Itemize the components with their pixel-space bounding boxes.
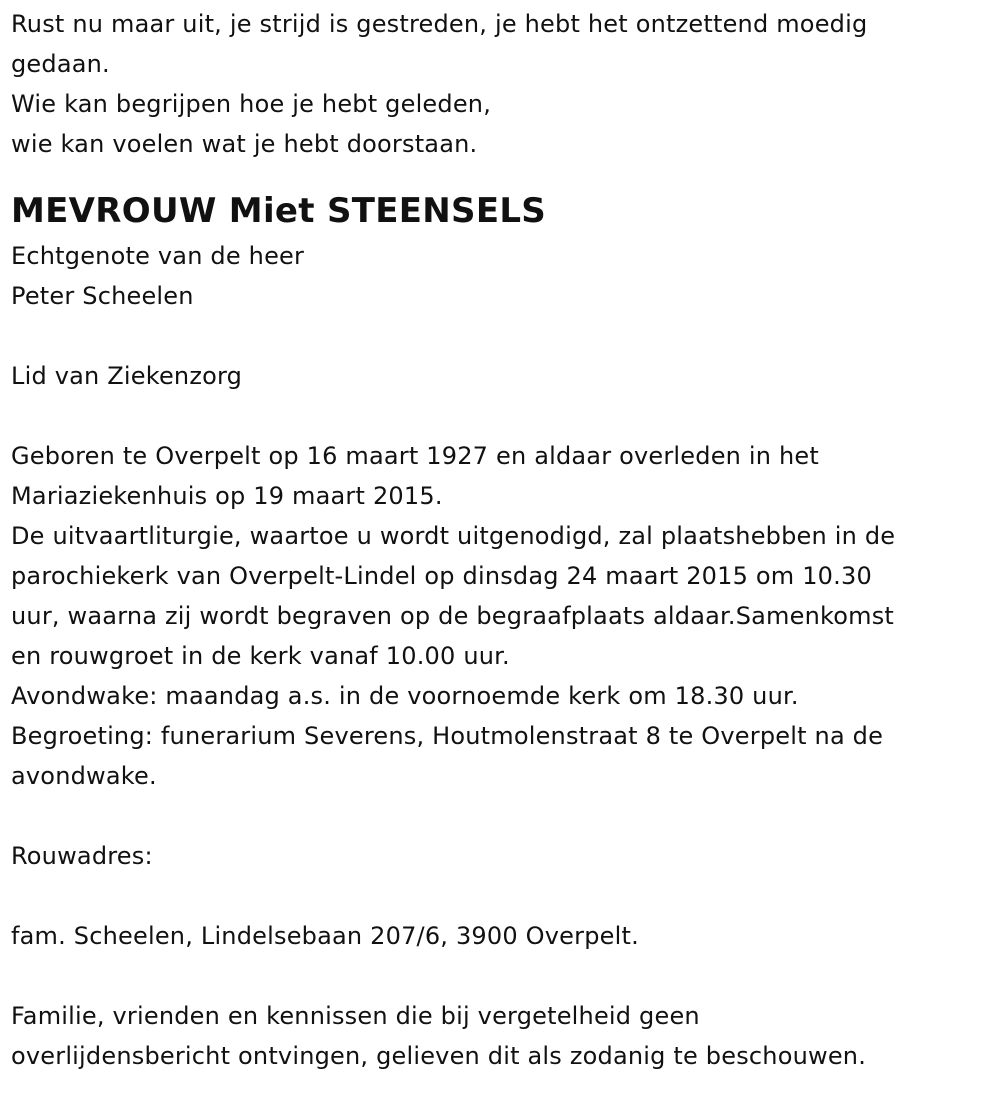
spacer <box>11 164 986 186</box>
poem-line: wie kan voelen wat je hebt doorstaan. <box>11 130 478 158</box>
address-label: Rouwadres: <box>11 842 153 870</box>
spacer <box>11 876 986 916</box>
details-line: en rouwgroet in de kerk vanaf 10.00 uur. <box>11 642 510 670</box>
details-line: Avondwake: maandag a.s. in de voornoemde kerk om 18.30 uur. <box>11 682 799 710</box>
poem <box>11 4 986 164</box>
closing-line: overlijdensbericht ontvingen, gelieven dit als zodanig te beschouwen. <box>11 1042 867 1070</box>
spacer <box>11 396 986 436</box>
details-line: De uitvaartliturgie, waartoe u wordt uitgenodigd, zal plaatshebben in de <box>11 522 896 550</box>
spacer <box>11 316 986 356</box>
details-line: Mariaziekenhuis op 19 maart 2015. <box>11 482 443 510</box>
details-line: uur, waarna zij wordt begraven op de begraafplaats aldaar.Samenkomst <box>11 602 895 630</box>
spouse-info <box>11 236 986 316</box>
deceased-name: MEVROUW Miet STEENSELS <box>11 191 547 231</box>
mourning-address: fam. Scheelen, Lindelsebaan 207/6, 3900 Overpelt. <box>11 922 639 950</box>
details-line: Geboren te Overpelt op 16 maart 1927 en aldaar overleden in het <box>11 442 819 470</box>
spacer <box>11 956 986 996</box>
details-line: avondwake. <box>11 762 157 790</box>
membership: Lid van Ziekenzorg <box>11 362 243 390</box>
closing-line: Familie, vrienden en kennissen die bij vergetelheid geen <box>11 1002 700 1030</box>
closing-note <box>11 996 986 1076</box>
funeral-details <box>11 436 986 796</box>
spouse-line: Peter Scheelen <box>11 282 194 310</box>
spacer <box>11 796 986 836</box>
spouse-line: Echtgenote van de heer <box>11 242 305 270</box>
obituary-notice <box>11 4 986 1076</box>
poem-line: gedaan. <box>11 50 110 78</box>
details-line: Begroeting: funerarium Severens, Houtmolenstraat 8 te Overpelt na de <box>11 722 884 750</box>
poem-line: Wie kan begrijpen hoe je hebt geleden, <box>11 90 492 118</box>
details-line: parochiekerk van Overpelt-Lindel op dinsdag 24 maart 2015 om 10.30 <box>11 562 872 590</box>
poem-line: Rust nu maar uit, je strijd is gestreden, je hebt het ontzettend moedig <box>11 10 868 38</box>
